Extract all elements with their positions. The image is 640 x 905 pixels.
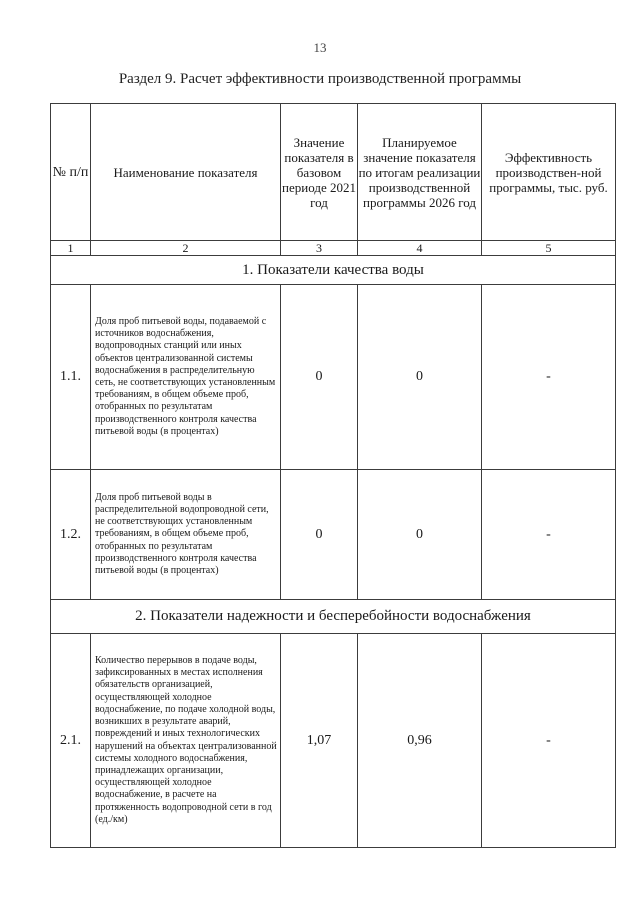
column-index: 3: [281, 241, 358, 256]
indicator-name: Доля проб питьевой воды в распределительной водопроводной сети, не соответствующих установленным требованиям, в общем объеме проб, отобранных по результатам производственного контроля качества питьевой воды (в процентах): [91, 470, 281, 600]
group-title: 2. Показатели надежности и бесперебойности водоснабжения: [51, 600, 616, 634]
header-base: Значение показателя в базовом периоде 2021 год: [281, 104, 358, 241]
section-title: Раздел 9. Расчет эффективности производственной программы: [118, 71, 522, 87]
header-name: Наименование показателя: [91, 104, 281, 241]
row-number: 1.1.: [51, 285, 91, 470]
column-index: 1: [51, 241, 91, 256]
base-value: 0: [281, 285, 358, 470]
group-title: 1. Показатели качества воды: [51, 256, 616, 285]
column-index: 5: [482, 241, 616, 256]
efficiency-value: -: [482, 285, 616, 470]
base-value: 0: [281, 470, 358, 600]
group-row: [51, 256, 616, 285]
planned-value: 0,96: [358, 634, 482, 848]
table-row: [51, 285, 616, 470]
indicator-name: Доля проб питьевой воды, подаваемой с источников водоснабжения, водопроводных станций или иных объектов централизованной системы водоснабжения в распределительную сеть, не соответствующих установленным требованиям, в общем объеме проб, отобранных по результатам производственного контроля качества питьевой воды (в процентах): [91, 285, 281, 470]
table-row: [51, 470, 616, 600]
page-number: 13: [313, 40, 327, 55]
header-row: [51, 104, 616, 241]
column-index: 2: [91, 241, 281, 256]
header-planned: Планируемое значение показателя по итогам реализации производственной программы 2026 год: [358, 104, 482, 241]
indicator-name: Количество перерывов в подаче воды, зафиксированных в местах исполнения обязательств организацией, осуществляющей холодное водоснабжение, по подаче холодной воды, возникших в результате аварий, повреждений и иных технологических нарушений на объектах централизованной системы холодного водоснабжения, принадлежащих организации, осуществляющей холодное водоснабжение, в расчете на протяженность водопроводной сети в год (ед./км): [91, 634, 281, 848]
efficiency-table: [50, 103, 616, 848]
planned-value: 0: [358, 285, 482, 470]
efficiency-value: -: [482, 634, 616, 848]
header-efficiency: Эффективность производствен-ной программы, тыс. руб.: [482, 104, 616, 241]
planned-value: 0: [358, 470, 482, 600]
row-number: 1.2.: [51, 470, 91, 600]
efficiency-value: -: [482, 470, 616, 600]
header-num: № п/п: [51, 104, 91, 241]
table-row: [51, 634, 616, 848]
column-index-row: [51, 241, 616, 256]
row-number: 2.1.: [51, 634, 91, 848]
column-index: 4: [358, 241, 482, 256]
group-row: [51, 600, 616, 634]
base-value: 1,07: [281, 634, 358, 848]
